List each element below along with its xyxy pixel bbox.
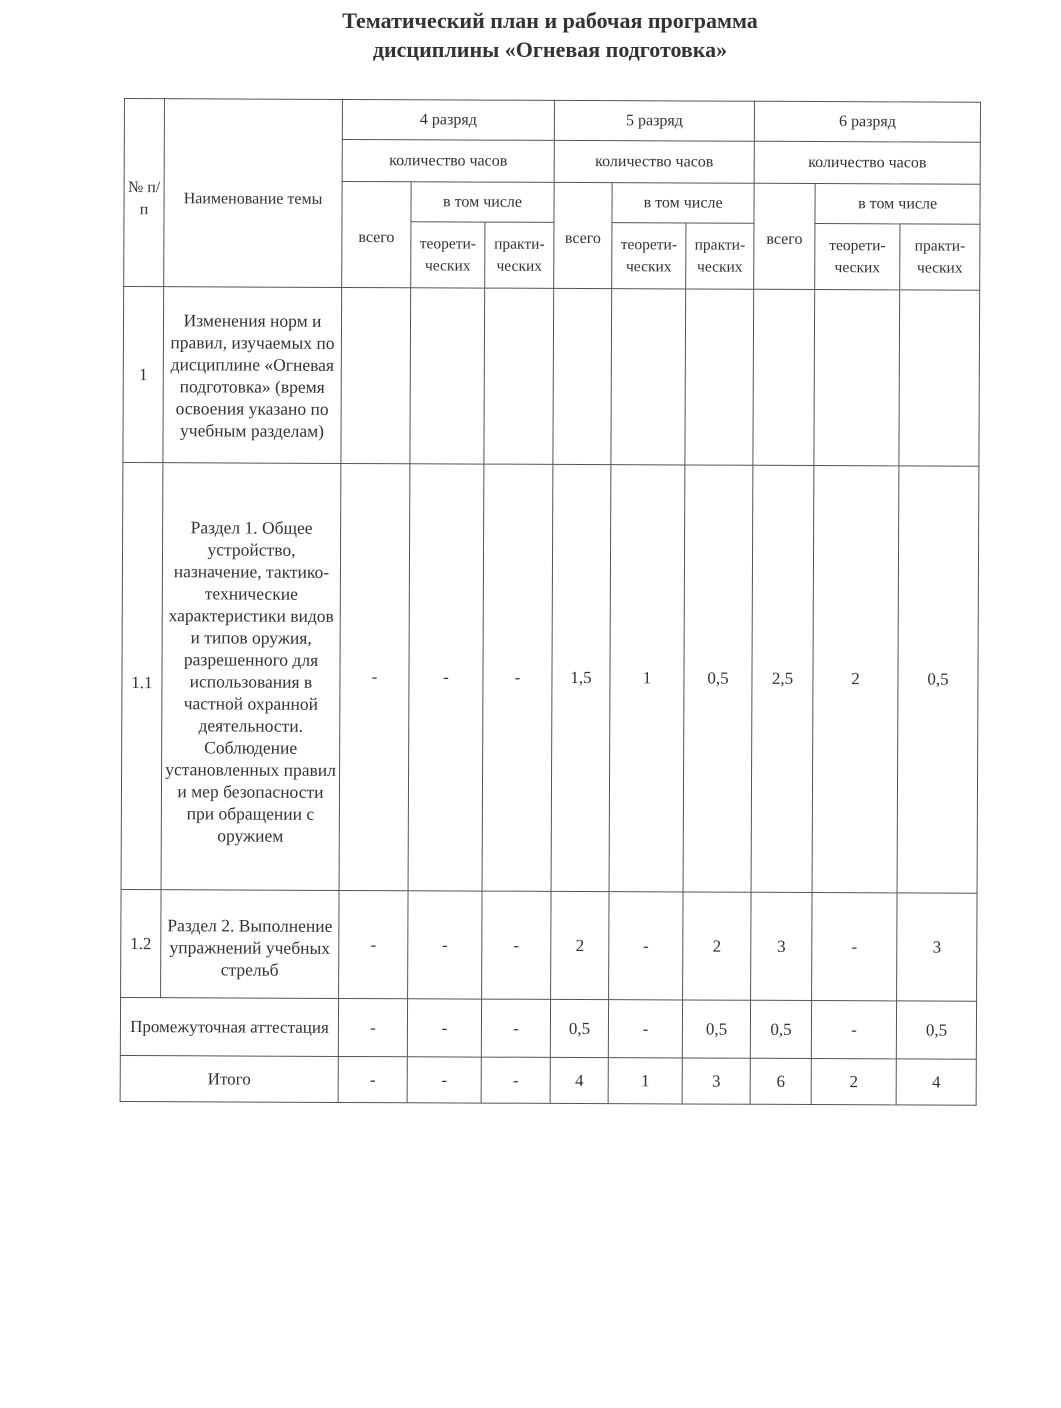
table-row: [121, 462, 979, 893]
cell-g4-theory: -: [407, 999, 481, 1057]
cell-g4-theory: -: [407, 1057, 481, 1103]
cell-g4-theory: -: [408, 891, 482, 999]
cell-g5-theory: -: [608, 1000, 682, 1058]
header-total-6: всего: [754, 183, 815, 289]
row-num: 1: [123, 287, 164, 463]
cell-g4-total: -: [338, 998, 407, 1056]
cell-g6-total: 6: [750, 1058, 811, 1104]
cell-g4-total: [341, 287, 411, 463]
cell-g6-practice: [899, 290, 980, 466]
cell-g4-total: -: [339, 463, 410, 890]
cell-g6-theory: 2: [812, 466, 899, 893]
header-total-4: всего: [342, 181, 411, 287]
row-topic-name: Изменения норм и правил, изучаемых по дисциплине «Огневая подготовка» (время освоения указано по учебным разделам): [163, 287, 342, 464]
table-row: [123, 287, 980, 467]
header-practice-6: практи-ческих: [900, 224, 980, 290]
cell-g5-total: 4: [550, 1057, 608, 1103]
cell-g4-practice: -: [481, 1057, 550, 1103]
cell-g5-theory: 1: [608, 1058, 682, 1104]
header-hours-6: количество часов: [754, 141, 980, 184]
cell-g6-practice: 3: [897, 893, 978, 1001]
cell-g4-practice: -: [482, 891, 552, 999]
header-grade-5: 5 разряд: [554, 100, 754, 141]
cell-g6-practice: 4: [896, 1059, 976, 1105]
cell-g5-total: [553, 288, 612, 464]
title-line-1: Тематический план и рабочая программа: [342, 8, 758, 33]
cell-g4-total: -: [338, 1056, 407, 1102]
cell-g6-theory: 2: [811, 1059, 896, 1105]
header-num: № п/п: [124, 99, 165, 287]
header-topic: Наименование темы: [164, 99, 343, 288]
row-label: Итого: [120, 1055, 338, 1102]
cell-g5-theory: [611, 289, 686, 465]
document-title: [0, 6, 1061, 64]
header-theory-4: теорети-ческих: [411, 222, 485, 288]
row-topic-name: Раздел 2. Выполнение упражнений учебных стрельб: [161, 890, 339, 999]
cell-g6-total: 0,5: [750, 1000, 811, 1058]
cell-g4-practice: -: [481, 999, 550, 1057]
cell-g4-practice: -: [482, 464, 553, 891]
cell-g5-practice: [685, 289, 754, 465]
cell-g5-theory: -: [609, 892, 683, 1000]
cell-g5-theory: 1: [609, 465, 685, 892]
header-practice-4: практи-ческих: [485, 222, 554, 288]
cell-g4-theory: -: [408, 464, 484, 891]
cell-g4-total: -: [339, 890, 408, 998]
cell-g5-practice: 0,5: [682, 1000, 750, 1058]
cell-g4-theory: [410, 288, 485, 464]
thematic-plan-table: [120, 98, 981, 1106]
cell-g5-total: 0,5: [550, 999, 608, 1057]
row-label: Промежуточная аттестация: [120, 997, 338, 1056]
cell-g6-practice: 0,5: [896, 1001, 976, 1059]
cell-g5-practice: 0,5: [683, 465, 753, 892]
table-row-intermediate-attestation: [120, 997, 976, 1059]
cell-g5-total: 1,5: [551, 464, 611, 891]
cell-g6-total: 2,5: [751, 465, 814, 892]
header-grade-4: 4 разряд: [342, 99, 554, 140]
row-num: 1.2: [121, 889, 161, 997]
header-including-5: в том числе: [612, 183, 754, 224]
cell-g5-practice: 2: [683, 892, 752, 1000]
cell-g6-theory: -: [811, 1001, 896, 1059]
table-row-total: [120, 1055, 976, 1105]
header-practice-5: практи-ческих: [686, 223, 754, 289]
cell-g5-practice: 3: [682, 1058, 750, 1104]
cell-g6-total: 3: [751, 892, 812, 1000]
cell-g6-total: [753, 289, 815, 465]
table-row: [121, 889, 978, 1001]
row-topic-name: Раздел 1. Общее устройство, назначение, тактико-технические характеристики видов и типов оружия, разрешенного для использования в частной охранной деятельности. Соблюдение установленных правил и мер безопасности при обращении с оружием: [161, 463, 341, 891]
row-num: 1.1: [121, 462, 163, 889]
header-grade-6: 6 разряд: [754, 101, 980, 142]
header-theory-6: теорети-ческих: [815, 224, 900, 290]
header-total-5: всего: [554, 182, 612, 288]
header-theory-5: теорети-ческих: [612, 223, 686, 289]
header-including-4: в том числе: [411, 182, 554, 223]
header-including-6: в том числе: [815, 184, 980, 225]
cell-g5-total: 2: [551, 891, 609, 999]
header-hours-5: количество часов: [554, 140, 754, 183]
title-line-2: дисциплины «Огневая подготовка»: [372, 37, 728, 62]
cell-g6-practice: 0,5: [897, 466, 979, 893]
header-hours-4: количество часов: [342, 139, 554, 182]
cell-g4-practice: [484, 288, 554, 464]
cell-g6-theory: [814, 290, 900, 466]
cell-g6-theory: -: [812, 893, 897, 1001]
